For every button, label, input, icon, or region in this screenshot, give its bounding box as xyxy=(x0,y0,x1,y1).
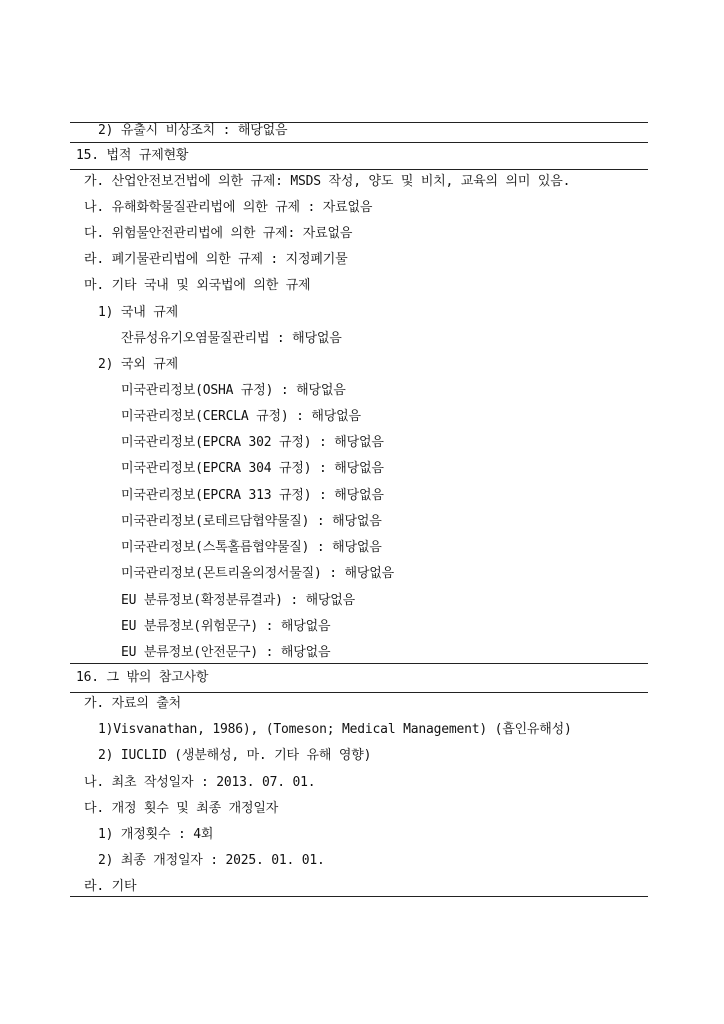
foreign-item: 미국관리정보(EPCRA 313 규정) : 해당없음 xyxy=(121,488,384,503)
emergency-measure-item: 2) 유출시 비상조치 : 해당없음 xyxy=(98,123,288,138)
regulation-ra: 라. 폐기물관리법에 의한 규제 : 지정폐기물 xyxy=(84,252,348,267)
foreign-item: 미국관리정보(EPCRA 304 규정) : 해당없음 xyxy=(121,461,384,476)
rule-section-16-top xyxy=(70,663,648,664)
regulation-da: 다. 위험물안전관리법에 의한 규제: 자료없음 xyxy=(84,226,353,241)
rule-section-16-title xyxy=(70,692,648,693)
regulation-na: 나. 유해화학물질관리법에 의한 규제 : 자료없음 xyxy=(84,200,373,215)
foreign-item: 미국관리정보(몬트리올의정서물질) : 해당없음 xyxy=(121,566,394,581)
rule-section-15-title xyxy=(70,169,648,170)
foreign-item: 미국관리정보(OSHA 규정) : 해당없음 xyxy=(121,383,346,398)
foreign-item: EU 분류정보(안전문구) : 해당없음 xyxy=(121,645,331,660)
source-1: 1)Visvanathan, 1986), (Tomeson; Medical Management) (흡인유해성) xyxy=(98,722,572,737)
domestic-item: 잔류성유기오염물질관리법 : 해당없음 xyxy=(121,331,342,346)
foreign-item: EU 분류정보(위험문구) : 해당없음 xyxy=(121,619,331,634)
reference-ga: 가. 자료의 출처 xyxy=(84,696,182,711)
section-16-title: 16. 그 밖의 참고사항 xyxy=(76,670,209,685)
revision-date: 2) 최종 개정일자 : 2025. 01. 01. xyxy=(98,853,325,868)
section-15-title: 15. 법적 규제현황 xyxy=(76,148,189,163)
foreign-item: 미국관리정보(스톡홀름협약물질) : 해당없음 xyxy=(121,540,382,555)
foreign-item: 미국관리정보(EPCRA 302 규정) : 해당없음 xyxy=(121,435,384,450)
foreign-item: EU 분류정보(확정분류결과) : 해당없음 xyxy=(121,593,356,608)
regulation-ma: 마. 기타 국내 및 외국법에 의한 규제 xyxy=(84,278,311,293)
revision-heading: 다. 개정 횟수 및 최종 개정일자 xyxy=(84,801,279,816)
domestic-header: 1) 국내 규제 xyxy=(98,305,178,320)
source-2: 2) IUCLID (생분해성, 마. 기타 유해 영향) xyxy=(98,748,372,763)
foreign-header: 2) 국외 규제 xyxy=(98,357,178,372)
revision-count: 1) 개정횟수 : 4회 xyxy=(98,827,214,842)
foreign-item: 미국관리정보(CERCLA 규정) : 해당없음 xyxy=(121,409,361,424)
rule-section-15-top xyxy=(70,142,648,143)
regulation-ga: 가. 산업안전보건법에 의한 규제: MSDS 작성, 양도 및 비치, 교육의 의미 있음. xyxy=(84,174,571,189)
reference-ra: 라. 기타 xyxy=(84,879,137,894)
rule-bottom xyxy=(70,896,648,897)
first-written-date: 나. 최초 작성일자 : 2013. 07. 01. xyxy=(84,775,316,790)
foreign-item: 미국관리정보(로테르담협약물질) : 해당없음 xyxy=(121,514,382,529)
